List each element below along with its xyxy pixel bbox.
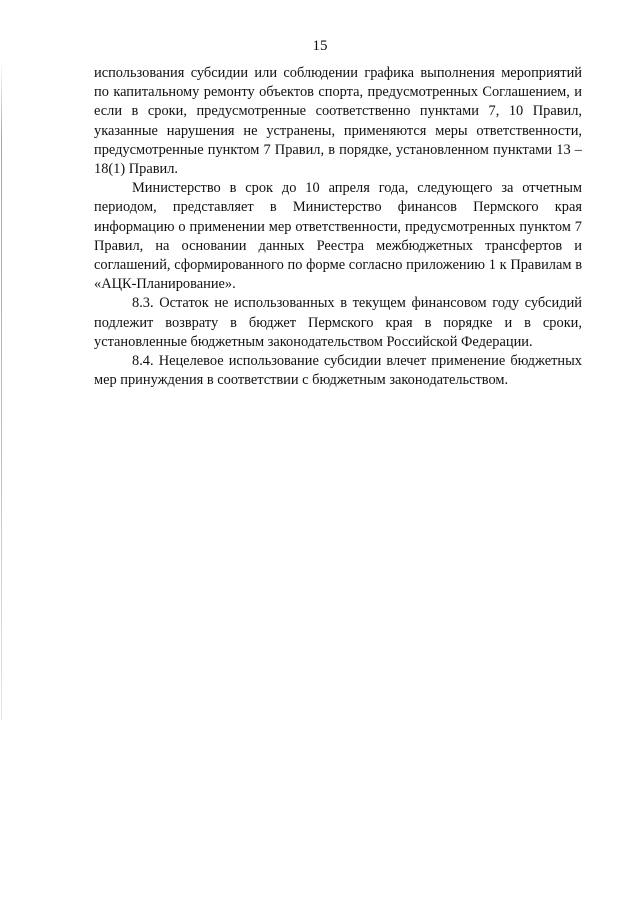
paragraph-8-4: 8.4. Нецелевое использование субсидии влечет применение бюджетных мер принуждения в соответствии с бюджетным законодательством. (94, 353, 582, 389)
document-body (94, 64, 582, 390)
paragraph-ministry-reporting: Министерство в срок до 10 апреля года, следующего за отчетным периодом, представляет в Министерство финансов Пермского края информацию о применении мер ответственности, предусмотренных пунктом 7 Правил, на основании данных Реестра межбюджетных трансфертов и соглашений, сформированного по форме согласно приложению 1 к Правилам в «АЦК-Планирование». (94, 180, 582, 293)
scan-edge-line (1, 60, 2, 720)
page-number: 15 (312, 38, 328, 54)
paragraph-continuation: использования субсидии или соблюдении графика выполнения мероприятий по капитальному ремонту объектов спорта, предусмотренных Соглашением, и если в сроки, предусмотренные соответственно пунктами 7, 10 Правил, указанные нарушения не устранены, применяются меры ответственности, предусмотренные пунктом 7 Правил, в порядке, установленном пунктами 13 – 18(1) Правил. (94, 65, 582, 178)
paragraph-8-3: 8.3. Остаток не использованных в текущем финансовом году субсидий подлежит возврату в бюджет Пермского края в порядке и в сроки, установленные бюджетным законодательством Российской Федерации. (94, 295, 582, 350)
